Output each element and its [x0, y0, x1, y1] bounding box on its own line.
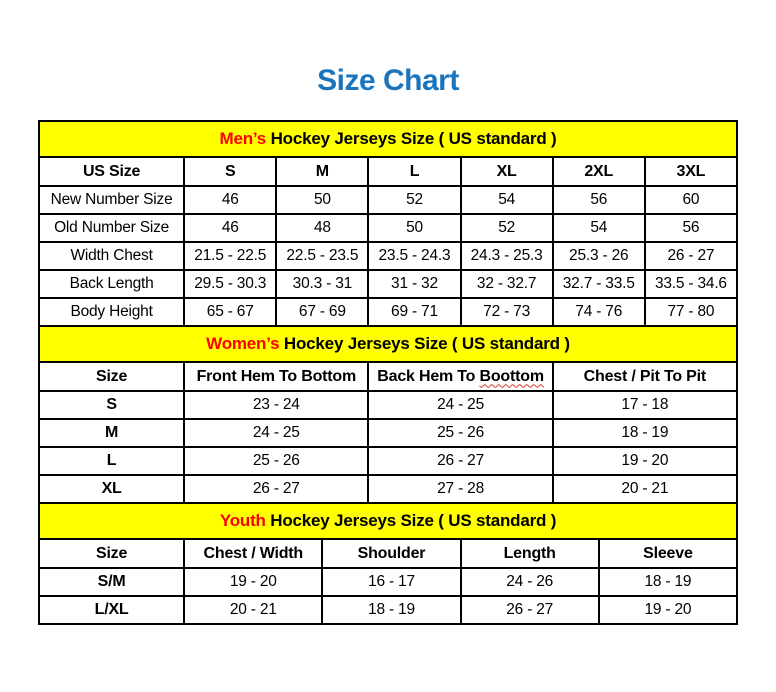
value-cell: 56 — [645, 214, 737, 242]
value-cell: 25 - 26 — [184, 447, 368, 475]
value-cell: 23.5 - 24.3 — [368, 242, 460, 270]
column-header-cell: Chest / Pit To Pit — [553, 362, 737, 391]
table-row — [39, 298, 737, 326]
value-cell: 26 - 27 — [461, 596, 599, 624]
table-row — [39, 242, 737, 270]
section-title-highlight: Youth — [219, 511, 266, 530]
row-label-cell: S — [39, 391, 184, 419]
section-title-mens — [39, 121, 737, 157]
size-table-mens — [38, 120, 738, 327]
value-cell: 46 — [184, 186, 276, 214]
column-header-row — [39, 539, 737, 568]
value-cell: 30.3 - 31 — [276, 270, 368, 298]
table-row — [39, 186, 737, 214]
column-header-cell: Length — [461, 539, 599, 568]
section-title-womens — [39, 326, 737, 362]
value-cell: 29.5 - 30.3 — [184, 270, 276, 298]
value-cell: 50 — [276, 186, 368, 214]
column-header-cell: Shoulder — [322, 539, 460, 568]
table-row — [39, 475, 737, 503]
value-cell: 17 - 18 — [553, 391, 737, 419]
column-header-cell: US Size — [39, 157, 184, 186]
row-label-cell: L/XL — [39, 596, 184, 624]
column-header-cell: S — [184, 157, 276, 186]
row-label-cell: M — [39, 419, 184, 447]
row-label-cell: Body Height — [39, 298, 184, 326]
row-label-cell: XL — [39, 475, 184, 503]
row-label-cell: New Number Size — [39, 186, 184, 214]
column-header-cell: M — [276, 157, 368, 186]
column-header-cell: Chest / Width — [184, 539, 322, 568]
value-cell: 19 - 20 — [599, 596, 737, 624]
value-cell: 77 - 80 — [645, 298, 737, 326]
value-cell: 27 - 28 — [368, 475, 552, 503]
row-label-cell: Width Chest — [39, 242, 184, 270]
column-header-cell: Sleeve — [599, 539, 737, 568]
column-header-row — [39, 157, 737, 186]
value-cell: 20 - 21 — [184, 596, 322, 624]
value-cell: 24.3 - 25.3 — [461, 242, 553, 270]
section-title-rest: Hockey Jerseys Size ( US standard ) — [266, 129, 557, 148]
size-table-womens — [38, 325, 738, 504]
size-table-youth — [38, 502, 738, 625]
value-cell: 19 - 20 — [184, 568, 322, 596]
section-title-rest: Hockey Jerseys Size ( US standard ) — [279, 334, 570, 353]
section-title-youth — [39, 503, 737, 539]
value-cell: 33.5 - 34.6 — [645, 270, 737, 298]
value-cell: 65 - 67 — [184, 298, 276, 326]
value-cell: 23 - 24 — [184, 391, 368, 419]
value-cell: 26 - 27 — [184, 475, 368, 503]
value-cell: 31 - 32 — [368, 270, 460, 298]
value-cell: 16 - 17 — [322, 568, 460, 596]
value-cell: 20 - 21 — [553, 475, 737, 503]
value-cell: 67 - 69 — [276, 298, 368, 326]
size-chart-tables — [38, 120, 738, 625]
page-title: Size Chart — [317, 64, 459, 97]
value-cell: 24 - 25 — [368, 391, 552, 419]
value-cell: 72 - 73 — [461, 298, 553, 326]
value-cell: 25.3 - 26 — [553, 242, 645, 270]
value-cell: 24 - 25 — [184, 419, 368, 447]
table-row — [39, 391, 737, 419]
section-title-highlight: Women’s — [206, 334, 280, 353]
table-row — [39, 568, 737, 596]
value-cell: 74 - 76 — [553, 298, 645, 326]
value-cell: 54 — [461, 186, 553, 214]
column-header-cell: Front Hem To Bottom — [184, 362, 368, 391]
value-cell: 60 — [645, 186, 737, 214]
section-band-row — [39, 326, 737, 362]
column-header-cell: 2XL — [553, 157, 645, 186]
section-title-highlight: Men’s — [219, 129, 267, 148]
value-cell: 69 - 71 — [368, 298, 460, 326]
row-label-cell: Back Length — [39, 270, 184, 298]
column-header-cell: L — [368, 157, 460, 186]
column-header-cell: 3XL — [645, 157, 737, 186]
value-cell: 48 — [276, 214, 368, 242]
section-band-row — [39, 503, 737, 539]
value-cell: 18 - 19 — [322, 596, 460, 624]
row-label-cell: S/M — [39, 568, 184, 596]
column-header-cell: Back Hem To Boottom — [368, 362, 552, 391]
value-cell: 25 - 26 — [368, 419, 552, 447]
table-row — [39, 270, 737, 298]
table-row — [39, 214, 737, 242]
value-cell: 19 - 20 — [553, 447, 737, 475]
section-title-rest: Hockey Jerseys Size ( US standard ) — [265, 511, 557, 530]
value-cell: 18 - 19 — [599, 568, 737, 596]
table-row — [39, 596, 737, 624]
value-cell: 26 - 27 — [368, 447, 552, 475]
value-cell: 32.7 - 33.5 — [553, 270, 645, 298]
column-header-cell: Size — [39, 362, 184, 391]
value-cell: 50 — [368, 214, 460, 242]
row-label-cell: Old Number Size — [39, 214, 184, 242]
table-row — [39, 419, 737, 447]
value-cell: 22.5 - 23.5 — [276, 242, 368, 270]
value-cell: 52 — [461, 214, 553, 242]
value-cell: 18 - 19 — [553, 419, 737, 447]
value-cell: 46 — [184, 214, 276, 242]
value-cell: 21.5 - 22.5 — [184, 242, 276, 270]
value-cell: 54 — [553, 214, 645, 242]
value-cell: 56 — [553, 186, 645, 214]
column-header-row — [39, 362, 737, 391]
section-band-row — [39, 121, 737, 157]
value-cell: 24 - 26 — [461, 568, 599, 596]
row-label-cell: L — [39, 447, 184, 475]
column-header-cell: XL — [461, 157, 553, 186]
table-row — [39, 447, 737, 475]
value-cell: 52 — [368, 186, 460, 214]
value-cell: 26 - 27 — [645, 242, 737, 270]
value-cell: 32 - 32.7 — [461, 270, 553, 298]
column-header-cell: Size — [39, 539, 184, 568]
misspelled-word: Boottom — [479, 367, 544, 385]
